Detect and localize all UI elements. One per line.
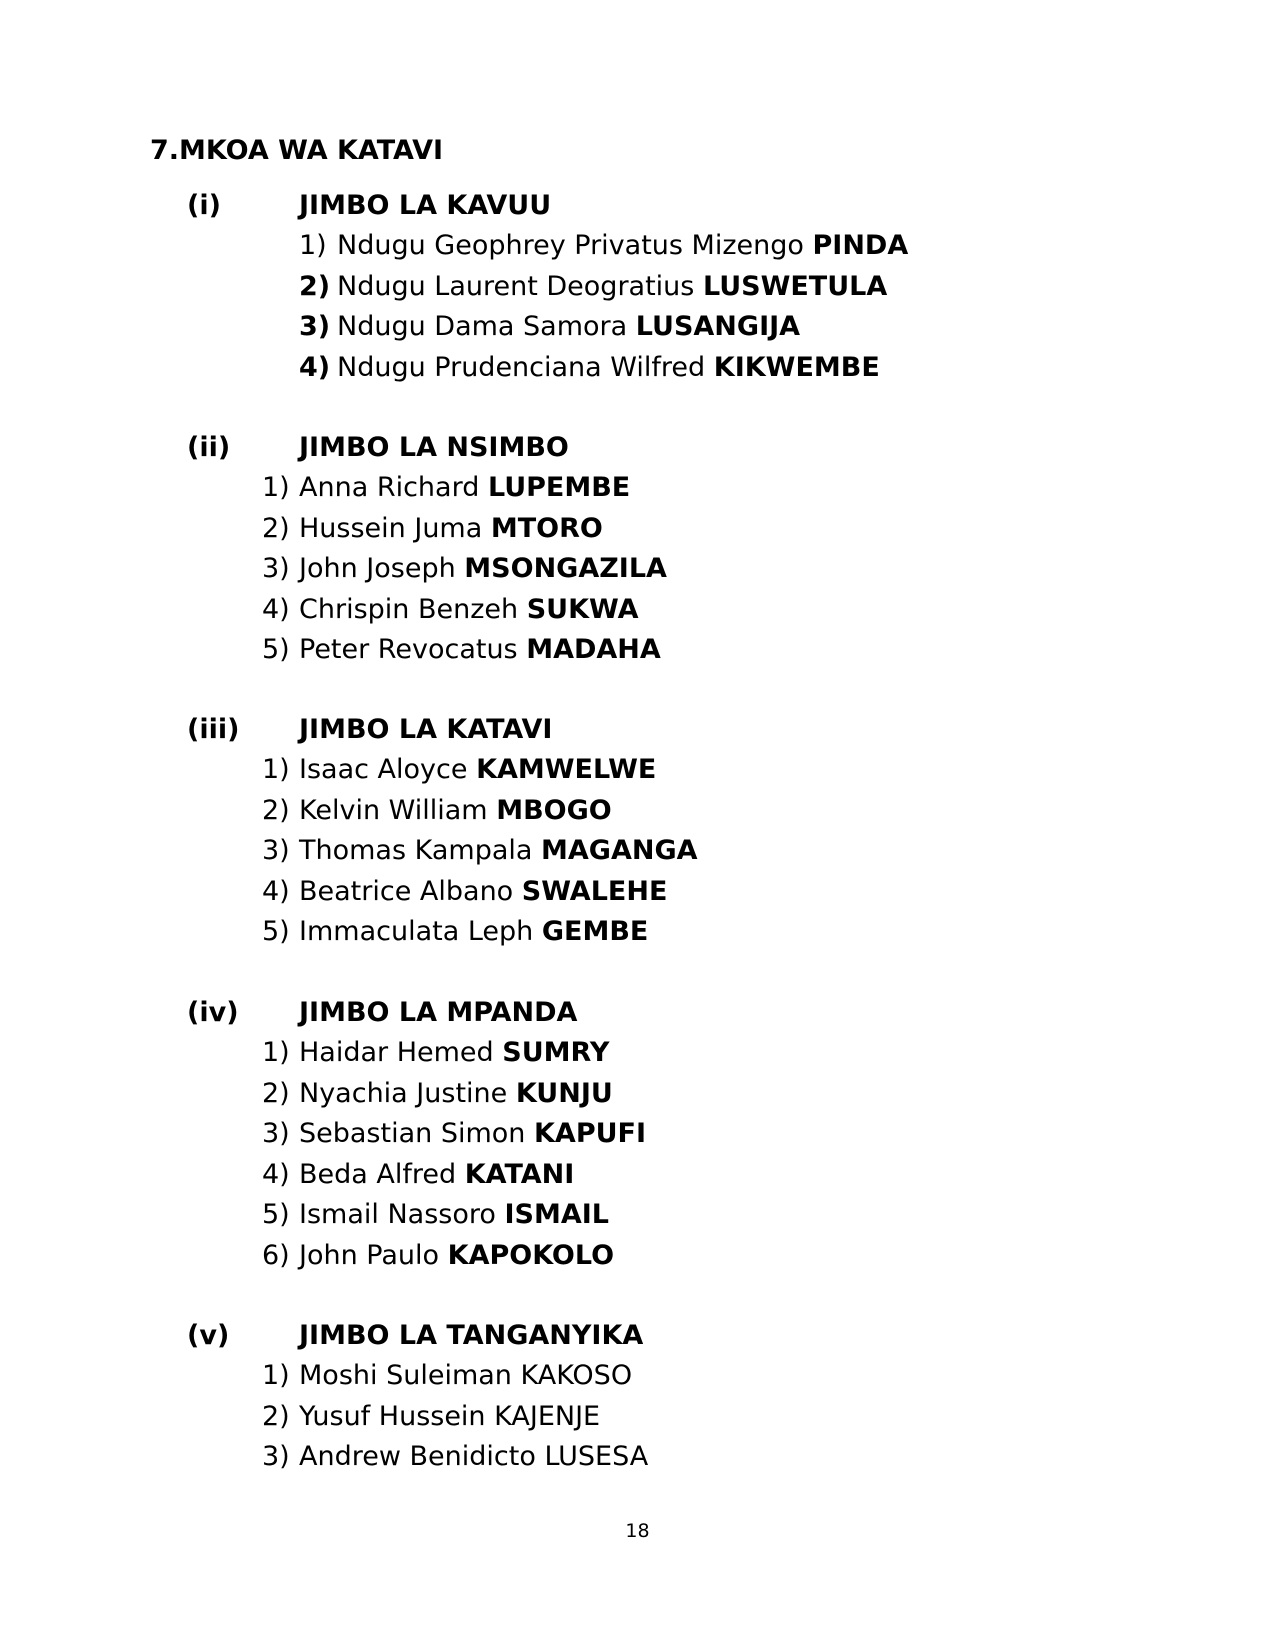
item-number: 3) [262, 553, 290, 584]
item-name [337, 226, 908, 266]
item-number: 1) [262, 472, 290, 503]
section-title: JIMBO LA KATAVI [299, 714, 553, 745]
surname: KATANI [464, 1158, 575, 1190]
list-item [0, 590, 1275, 631]
given-names: Sebastian Simon [299, 1118, 526, 1149]
list-item [0, 750, 1275, 791]
item-name [299, 872, 667, 912]
surname: GEMBE [541, 916, 649, 947]
surname: KAJENJE [494, 1400, 601, 1432]
section-title: JIMBO LA KAVUU [299, 190, 552, 221]
given-names: John Paulo [299, 1239, 440, 1271]
surname: MADAHA [526, 634, 661, 665]
item-name [299, 1114, 646, 1154]
item-number: 5) [262, 916, 290, 947]
list-item [0, 1114, 1275, 1155]
item-number: 5) [262, 1199, 290, 1230]
given-names: Moshi Suleiman [299, 1360, 512, 1391]
section-number: (ii) [187, 432, 231, 463]
given-names: Ndugu Prudenciana Wilfred [337, 351, 706, 383]
section-number: (v) [187, 1320, 230, 1351]
given-names: Immaculata Leph [299, 916, 534, 947]
surname: LUSANGIJA [635, 311, 801, 342]
surname: KAMWELWE [476, 754, 657, 785]
item-name [299, 750, 656, 790]
section-number: (i) [187, 190, 221, 221]
item-number: 2) [262, 512, 290, 544]
item-name [337, 307, 800, 347]
item-number: 3) [262, 1441, 290, 1472]
section-nsimbo [0, 428, 1275, 671]
section-title: JIMBO LA MPANDA [299, 997, 578, 1028]
surname: KAPOKOLO [447, 1239, 615, 1271]
item-number: 6) [262, 1239, 290, 1271]
given-names: John Joseph [299, 553, 456, 584]
item-name [299, 549, 667, 589]
section-heading [0, 428, 1275, 468]
given-names: Nyachia Justine [299, 1077, 508, 1109]
list-item [0, 1437, 1275, 1478]
surname: LUSESA [544, 1441, 649, 1472]
list-item [0, 1397, 1275, 1438]
list-item [0, 267, 1275, 308]
given-names: Ndugu Laurent Deogratius [337, 270, 695, 302]
surname: LUSWETULA [702, 270, 888, 302]
item-name [299, 1195, 609, 1235]
list-item [0, 1155, 1275, 1196]
item-name [299, 1437, 648, 1477]
given-names: Hussein Juma [299, 512, 483, 544]
item-name [337, 267, 887, 307]
surname: ISMAIL [504, 1199, 609, 1230]
item-name [299, 1155, 574, 1195]
list-item [0, 226, 1275, 267]
page-title: 7.MKOA WA KATAVI [150, 135, 444, 166]
section-heading [0, 186, 1275, 226]
list-item [0, 1195, 1275, 1236]
surname: SWALEHE [521, 875, 668, 907]
item-number: 2) [262, 794, 290, 826]
item-name [299, 630, 661, 670]
list-item [0, 872, 1275, 913]
list-item [0, 630, 1275, 671]
section-kavuu [0, 186, 1275, 388]
given-names: Beda Alfred [299, 1158, 457, 1190]
section-number: (iii) [187, 714, 240, 745]
section-title: JIMBO LA TANGANYIKA [299, 1320, 644, 1351]
surname: MAGANGA [541, 835, 698, 866]
item-name [299, 1236, 614, 1276]
item-name [299, 1074, 613, 1114]
surname: PINDA [812, 230, 909, 261]
surname: MBOGO [496, 794, 612, 826]
item-number: 2) [262, 1077, 290, 1109]
section-number: (iv) [187, 997, 239, 1028]
item-number: 1) [262, 1360, 290, 1391]
given-names: Andrew Benidicto [299, 1441, 536, 1472]
item-name [299, 791, 612, 831]
item-name [299, 831, 698, 871]
item-number: 4) [262, 593, 290, 625]
item-name [299, 1356, 632, 1396]
item-name [299, 590, 638, 630]
section-heading [0, 710, 1275, 750]
item-number: 4) [262, 875, 290, 907]
surname: SUMRY [502, 1037, 610, 1068]
item-number: 4) [262, 1158, 290, 1190]
given-names: Ndugu Dama Samora [337, 311, 628, 342]
page-number: 18 [625, 1520, 650, 1542]
item-number: 1) [262, 1037, 290, 1068]
section-heading [0, 1316, 1275, 1356]
item-number: 2) [262, 1400, 290, 1432]
surname: MTORO [490, 512, 603, 544]
section-tanganyika [0, 1316, 1275, 1478]
item-name [299, 1033, 609, 1073]
list-item [0, 348, 1275, 389]
given-names: Yusuf Hussein [299, 1400, 486, 1432]
list-item [0, 912, 1275, 953]
given-names: Anna Richard [299, 472, 480, 503]
item-name [299, 468, 630, 508]
section-title: JIMBO LA NSIMBO [299, 432, 569, 463]
list-item [0, 549, 1275, 590]
list-item [0, 509, 1275, 550]
given-names: Kelvin William [299, 794, 488, 826]
item-number: 3) [262, 1118, 290, 1149]
item-number: 1) [262, 754, 290, 785]
given-names: Ndugu Geophrey Privatus Mizengo [337, 230, 804, 261]
given-names: Haidar Hemed [299, 1037, 494, 1068]
given-names: Peter Revocatus [299, 634, 518, 665]
list-item [0, 468, 1275, 509]
section-katavi [0, 710, 1275, 953]
surname: LUPEMBE [487, 472, 631, 503]
surname: KUNJU [515, 1077, 613, 1109]
surname: KAPUFI [534, 1118, 647, 1149]
item-number: 5) [262, 634, 290, 665]
list-item [0, 1236, 1275, 1277]
given-names: Beatrice Albano [299, 875, 514, 907]
item-number: 1) [299, 230, 327, 261]
given-names: Isaac Aloyce [299, 754, 468, 785]
item-name [299, 509, 603, 549]
list-item [0, 791, 1275, 832]
item-number: 2) [299, 270, 331, 302]
item-name [299, 912, 648, 952]
surname: SUKWA [526, 593, 639, 625]
list-item [0, 831, 1275, 872]
list-item [0, 1356, 1275, 1397]
given-names: Chrispin Benzeh [299, 593, 519, 625]
given-names: Ismail Nassoro [299, 1199, 496, 1230]
item-number: 3) [299, 311, 331, 342]
surname: KIKWEMBE [713, 351, 880, 383]
section-heading [0, 993, 1275, 1033]
list-item [0, 307, 1275, 348]
list-item [0, 1074, 1275, 1115]
item-number: 4) [299, 351, 331, 383]
given-names: Thomas Kampala [299, 835, 533, 866]
item-number: 3) [262, 835, 290, 866]
surname: KAKOSO [520, 1360, 633, 1391]
section-mpanda [0, 993, 1275, 1276]
list-item [0, 1033, 1275, 1074]
item-name [299, 1397, 600, 1437]
surname: MSONGAZILA [464, 553, 667, 584]
item-name [337, 348, 880, 388]
